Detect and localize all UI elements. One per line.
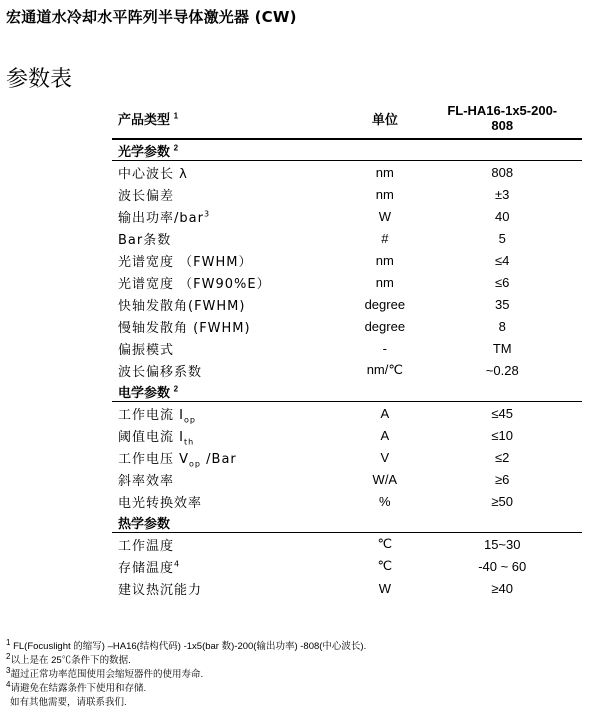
parameter-name <box>112 533 347 556</box>
parameter-value: ≤2 <box>495 449 510 465</box>
footnote-4 <box>6 679 366 696</box>
parameter-value: ≤6 <box>495 274 510 290</box>
table-header-row <box>112 98 582 139</box>
footnote-marker: 4 <box>6 679 11 689</box>
parameter-value: 15~30 <box>483 536 521 552</box>
parameter-name-label: Bar条数 <box>118 232 172 248</box>
footnote-1 <box>6 637 367 654</box>
parameter-unit: W <box>378 208 391 224</box>
parameter-name <box>112 271 347 293</box>
parameter-unit: A <box>380 427 390 443</box>
parameter-value: 40 <box>495 208 510 224</box>
section-title <box>112 512 582 533</box>
table-row <box>112 337 582 359</box>
parameter-unit: nm <box>375 274 394 290</box>
parameter-name-label: 电光转换效率 <box>118 495 203 511</box>
parameter-name <box>112 402 347 425</box>
parameter-name-label: 存储温度 <box>118 560 175 576</box>
section-title <box>112 139 582 161</box>
parameter-unit: V <box>380 449 390 465</box>
parameter-unit: nm <box>375 252 394 268</box>
section-title <box>112 381 582 402</box>
section-title-label: 光学参数 <box>118 143 171 159</box>
parameter-name-label: 偏振模式 <box>118 342 175 358</box>
parameter-name <box>112 424 347 446</box>
table-row <box>112 205 582 227</box>
footnote-text: 请避免在结露条件下使用和存储. <box>10 683 147 694</box>
header-product-type-label: 产品类型 <box>118 111 171 127</box>
subscript: op <box>189 459 202 469</box>
table-row <box>112 533 582 556</box>
parameter-name <box>112 205 347 227</box>
parameter-name <box>112 577 347 599</box>
parameter-value: TM <box>492 340 512 356</box>
parameter-name <box>112 249 347 271</box>
parameter-name-label: 波长偏差 <box>118 188 175 204</box>
section-heading: 参数表 <box>6 67 73 92</box>
parameter-name-label: 工作电压 V <box>118 451 190 467</box>
footnotes <box>6 637 367 710</box>
parameter-unit: nm/℃ <box>366 362 403 377</box>
table-row <box>112 271 582 293</box>
parameter-value: 8 <box>498 318 506 334</box>
parameter-name-label: 工作温度 <box>118 538 175 554</box>
section-header-row <box>112 139 582 161</box>
parameter-unit: - <box>382 340 387 356</box>
parameter-name-label: 光谱宽度 （FWHM） <box>118 254 253 270</box>
footnote-marker: 2 <box>173 143 179 153</box>
table-row <box>112 490 582 512</box>
parameter-name-suffix: /Bar <box>201 451 237 467</box>
parameter-unit: A <box>380 405 390 421</box>
parameter-name-label: 波长偏移系数 <box>118 364 203 380</box>
footnote-contact: 如有其他需要，请联系我们. <box>10 697 127 708</box>
parameter-name <box>112 227 347 249</box>
parameter-unit: ℃ <box>377 558 393 573</box>
footnote-text: 超过正常功率范围使用会缩短器件的使用寿命. <box>10 669 204 680</box>
parameter-name <box>112 161 347 184</box>
parameter-unit: W <box>378 580 391 596</box>
footnote-marker: 2 <box>6 651 11 661</box>
parameter-name <box>112 359 347 381</box>
header-model-line1: FL-HA16-1x5-200- <box>447 103 558 118</box>
parameter-name <box>112 337 347 359</box>
parameter-value: ≥40 <box>491 580 514 596</box>
subscript: op <box>183 415 196 425</box>
parameter-table <box>112 98 582 599</box>
footnote-marker: 3 <box>203 209 211 219</box>
subscript: th <box>183 437 195 447</box>
table-row <box>112 183 582 205</box>
footnote-marker: 2 <box>173 384 179 394</box>
table-row <box>112 402 582 425</box>
parameter-unit: # <box>381 230 389 246</box>
footnote-text: FL(Focuslight 的缩写) –HA16(结构代码) -1x5(bar 数)-200(输出功率) -808(中心波长). <box>13 641 367 652</box>
table-row <box>112 555 582 577</box>
section-header-row <box>112 512 582 533</box>
parameter-name <box>112 183 347 205</box>
header-unit: 单位 <box>347 98 422 139</box>
parameter-value: ≥50 <box>491 493 514 509</box>
parameter-name <box>112 315 347 337</box>
header-model <box>422 98 582 139</box>
parameter-value: ≤4 <box>495 252 510 268</box>
footnote-marker: 1 <box>173 111 179 121</box>
table-row <box>112 161 582 184</box>
parameter-name-label: 光谱宽度 （FW90%E） <box>118 276 271 292</box>
footnote-marker: 4 <box>174 559 181 569</box>
parameter-unit: degree <box>364 318 406 334</box>
section-title-label: 热学参数 <box>118 515 171 531</box>
footnote-2 <box>6 651 366 668</box>
footnote-marker: 1 <box>6 637 11 647</box>
parameter-name-label: 慢轴发散角 (FWHM) <box>118 320 251 336</box>
parameter-name <box>112 468 347 490</box>
parameter-name <box>112 446 347 468</box>
parameter-unit: nm <box>375 186 394 202</box>
table-row <box>112 468 582 490</box>
parameter-value: ≤10 <box>491 427 514 443</box>
footnote-text: 以上是在 25℃条件下的数据. <box>10 655 131 666</box>
parameter-value: ±3 <box>495 186 510 202</box>
footnote-marker: 3 <box>6 665 11 675</box>
parameter-unit: ℃ <box>377 536 393 551</box>
header-model-line2: 808 <box>491 118 514 133</box>
parameter-name <box>112 555 347 577</box>
table-row <box>112 446 582 468</box>
parameter-unit: % <box>379 493 391 509</box>
parameter-name-label: 斜率效率 <box>118 473 175 489</box>
parameter-value: 808 <box>491 164 514 180</box>
parameter-value: ~0.28 <box>485 362 519 378</box>
parameter-unit: nm <box>375 164 394 180</box>
parameter-unit: W/A <box>372 471 398 487</box>
parameter-name-label: 中心波长 λ <box>118 166 188 182</box>
table-row <box>112 227 582 249</box>
table-row <box>112 249 582 271</box>
section-header-row <box>112 381 582 402</box>
parameter-value: 5 <box>498 230 506 246</box>
parameter-name <box>112 490 347 512</box>
section-title-label: 电学参数 <box>118 384 171 400</box>
table-row <box>112 315 582 337</box>
parameter-value: 35 <box>495 296 510 312</box>
parameter-name-label: 输出功率/bar <box>118 210 204 226</box>
parameter-unit: degree <box>364 296 406 312</box>
parameter-value: ≥6 <box>495 471 510 487</box>
parameter-value: ≤45 <box>491 405 514 421</box>
header-product-type <box>112 98 347 139</box>
parameter-name-label: 建议热沉能力 <box>118 582 203 598</box>
parameter-name-label: 快轴发散角(FWHM) <box>118 298 246 314</box>
parameter-name <box>112 293 347 315</box>
table-row <box>112 424 582 446</box>
table-row <box>112 359 582 381</box>
parameter-value: -40 ~ 60 <box>478 558 527 574</box>
parameter-name-label: 阈值电流 I <box>118 429 184 445</box>
footnote-3 <box>6 665 366 682</box>
table-row <box>112 577 582 599</box>
page-title: 宏通道水冷却水平阵列半导体激光器 (CW) <box>6 8 297 26</box>
table-row <box>112 293 582 315</box>
parameter-name-label: 工作电流 I <box>118 407 184 423</box>
